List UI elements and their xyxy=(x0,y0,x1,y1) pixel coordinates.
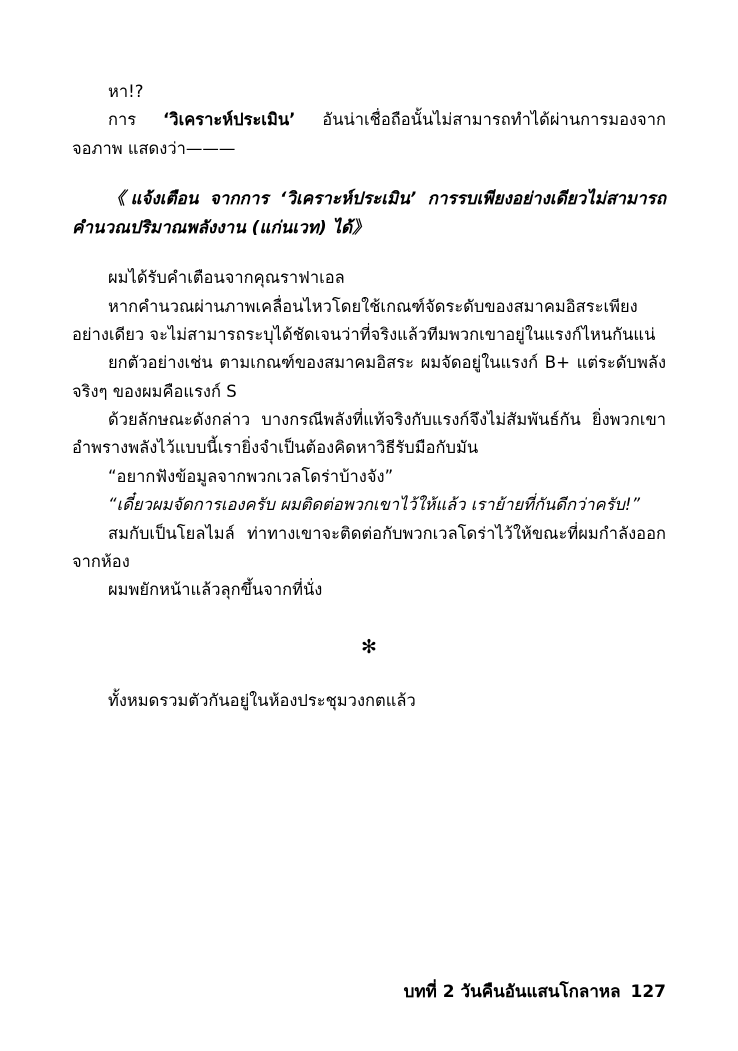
dialogue-1 xyxy=(72,463,666,491)
footer-page-number: 127 xyxy=(630,982,666,1002)
paragraph-2 xyxy=(72,106,666,163)
warning-rest: การรบเพียงอย่างเดียวไม่สามารถคำนวณปริมาณพลังงาน (แก่นเวท) ได้》 xyxy=(72,189,666,238)
dialogue-1-text: “อยากฟังข้อมูลจากพวกเวลโดร่าบ้างจัง” xyxy=(108,466,394,486)
paragraph-1-text: หา!? xyxy=(108,82,144,101)
warning-open: 《แจ้งเตือน จากการ xyxy=(108,189,280,210)
paragraph-7 xyxy=(72,520,666,577)
warning-notice xyxy=(72,185,666,242)
page-body xyxy=(72,78,666,716)
paragraph-4-text: หากคำนวณผ่านภาพเคลื่อนไหวโดยใช้เกณฑ์จัดระดับของสมาคมอิสระเพียงอย่างเดียว จะไม่สามารถระบุได้ชัดเจนว่าที่จริงแล้วทีมพวกเขาอยู่ในแรงก์ไหนกันแน่ xyxy=(72,296,656,344)
page-footer xyxy=(404,978,666,1005)
dialogue-2 xyxy=(72,491,666,519)
dialogue-2-text: “เดี๋ยวผมจัดการเองครับ ผมติดต่อพวกเขาไว้ให้แล้ว เราย้ายที่กันดีกว่าครับ!” xyxy=(108,495,641,515)
paragraph-5-text: ยกตัวอย่างเช่น ตามเกณฑ์ของสมาคมอิสระ ผมจัดอยู่ในแรงก์ B+ แต่ระดับพลังจริงๆ ของผมคือแรงก์ S xyxy=(72,353,666,401)
paragraph-2-prefix: การ xyxy=(108,110,164,130)
paragraph-6-text: ด้วยลักษณะดังกล่าว บางกรณีพลังที่แท้จริงกับแรงก์จึงไม่สัมพันธ์กัน ยิ่งพวกเขาอำพรางพลังไว้แบบนี้เรายิ่งจำเป็นต้องคิดหาวิธีรับมือกับมัน xyxy=(72,410,666,458)
paragraph-5 xyxy=(72,349,666,406)
warning-quoted-term: ‘วิเคราะห์ประเมิน’ xyxy=(279,189,417,210)
paragraph-3 xyxy=(72,264,666,292)
paragraph-8-text: ผมพยักหน้าแล้วลุกขึ้นจากที่นั่ง xyxy=(108,580,323,600)
paragraph-8 xyxy=(72,576,666,604)
paragraph-2-quoted-term: ‘วิเคราะห์ประเมิน’ xyxy=(163,110,296,130)
section-divider-asterisk: ✻ xyxy=(361,635,377,658)
closing-paragraph-text: ทั้งหมดรวมตัวกันอยู่ในห้องประชุมวงกตแล้ว xyxy=(108,691,416,711)
paragraph-7-text: สมกับเป็นโยลไมล์ ท่าทางเขาจะติดต่อกับพวกเวลโดร่าไว้ให้ขณะที่ผมกำลังออกจากห้อง xyxy=(72,523,666,571)
paragraph-3-text: ผมได้รับคำเตือนจากคุณราฟาเอล xyxy=(108,268,345,288)
paragraph-2-rest: อันน่าเชื่อถือนั้นไม่สามารถทำได้ผ่านการมองจากจอภาพ แสดงว่า——— xyxy=(72,110,666,158)
footer-chapter-title: บทที่ 2 วันคืนอันแสนโกลาหล xyxy=(403,982,621,1002)
paragraph-1 xyxy=(72,78,666,106)
closing-paragraph xyxy=(72,687,666,715)
paragraph-4 xyxy=(72,293,666,350)
paragraph-6 xyxy=(72,406,666,463)
